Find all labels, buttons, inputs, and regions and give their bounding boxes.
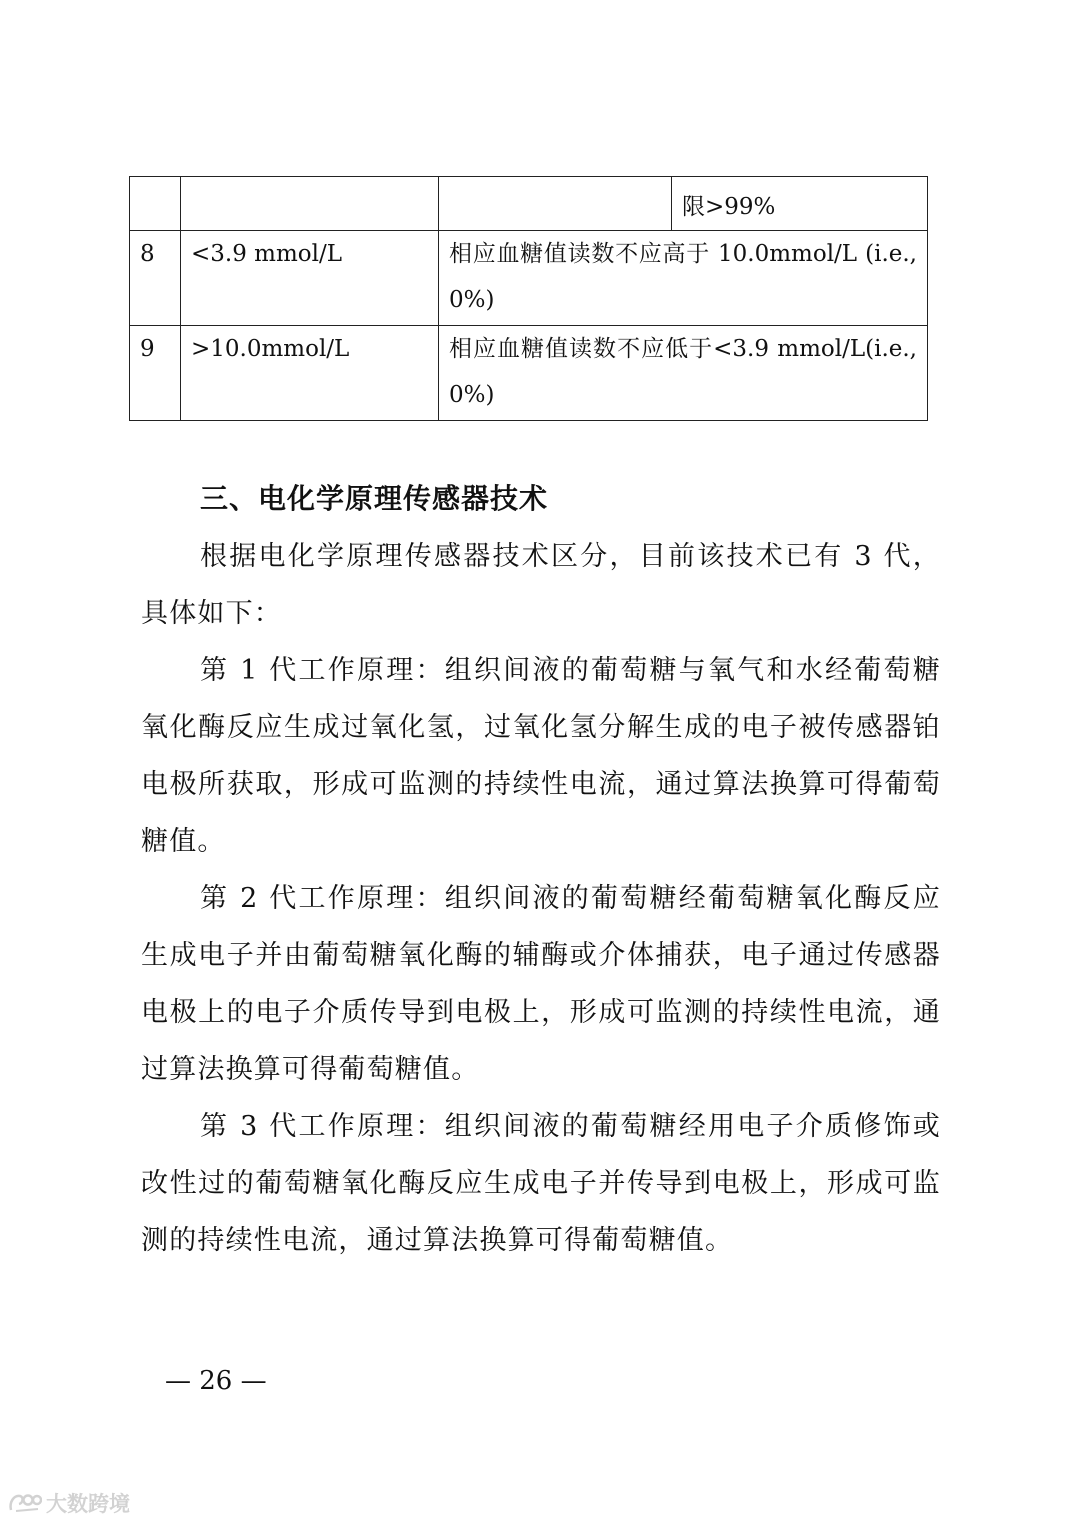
table-cell-threshold: >10.0mmol/L [181, 326, 439, 421]
table-cell-threshold: <3.9 mmol/L [181, 231, 439, 326]
intro-paragraph: 根据电化学原理传感器技术区分，目前该技术已有 3 代，具体如下： [141, 541, 941, 629]
table-cell-index: 9 [130, 326, 181, 421]
kuajing-logo-icon [8, 1492, 42, 1514]
gen3-paragraph: 第 3 代工作原理：组织间液的葡萄糖经用电子介质修饰或改性过的葡萄糖氧化酶反应生成电子并传导到电极上，形成可监测的持续性电流，通过算法换算可得葡萄糖值。 [141, 1111, 941, 1256]
gen2-paragraph: 第 2 代工作原理：组织间液的葡萄糖经葡萄糖氧化酶反应生成电子并由葡萄糖氧化酶的辅酶或介体捕获，电子通过传感器电极上的电子介质传导到电极上，形成可监测的持续性电流，通过算法换算可得葡萄糖值。 [141, 883, 941, 1085]
watermark-text: 大数跨境 [46, 1492, 130, 1516]
accuracy-table [129, 176, 928, 421]
table-cell-requirement: 相应血糖值读数不应高于 10.0mmol/L (i.e., 0%) [439, 231, 928, 326]
table-row [130, 177, 928, 231]
table-cell-requirement: 相应血糖值读数不应低于<3.9 mmol/L(i.e., 0%) [439, 326, 928, 421]
standards-table [129, 176, 927, 421]
watermark [8, 1488, 130, 1518]
table-cell [130, 177, 181, 231]
table-cell: 限>99% [672, 177, 928, 231]
table-cell [439, 177, 672, 231]
section-heading: 三、电化学原理传感器技术 [200, 482, 549, 515]
table-cell-index: 8 [130, 231, 181, 326]
gen1-paragraph: 第 1 代工作原理：组织间液的葡萄糖与氧气和水经葡萄糖氧化酶反应生成过氧化氢，过氧化氢分解生成的电子被传感器铂电极所获取，形成可监测的持续性电流，通过算法换算可得葡萄糖值。 [141, 655, 941, 857]
page-number: — 26 — [165, 1366, 267, 1396]
table-cell [181, 177, 439, 231]
table-row [130, 326, 928, 421]
table-row [130, 231, 928, 326]
